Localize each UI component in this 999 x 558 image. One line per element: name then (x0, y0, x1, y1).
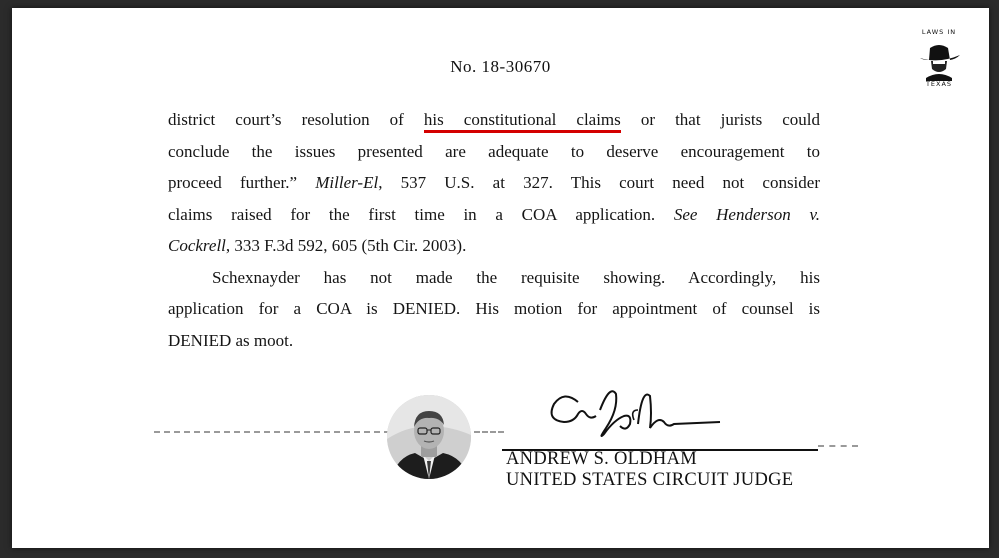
body-line: Schexnayder has not made the requisite showing. Accordingly, his (212, 267, 820, 287)
body-line: application for a COA is DENIED. His motion for appointment of counsel is (168, 299, 820, 318)
text-run: district court’s resolution of (168, 110, 424, 129)
body-line (168, 167, 820, 199)
scan-artifact (818, 445, 858, 447)
text-run: claims raised for the first time in a COA application. (168, 204, 674, 224)
body-line: DENIED as moot. (168, 330, 294, 350)
case-citation: Cockrell (168, 236, 226, 255)
logo-bottom-text: TEXAS (925, 80, 953, 88)
handwritten-signature (534, 380, 734, 444)
text-run: proceed further.” (168, 173, 316, 192)
logo-top-text: LAWS IN (921, 28, 957, 36)
judge-portrait (387, 395, 471, 479)
scan-artifact (474, 431, 504, 433)
text-run: , 537 U.S. at 327. This court need not consider (378, 173, 820, 192)
highlighted-phrase: his constitutional claims (424, 110, 621, 133)
judge-title: UNITED STATES CIRCUIT JUDGE (506, 470, 794, 490)
text-run: or that jurists could (620, 110, 821, 129)
text-run: , 333 F.3d 592, 605 (5th Cir. 2003). (225, 236, 467, 255)
document-page (12, 8, 989, 548)
body-line (168, 104, 820, 136)
portrait-image (387, 395, 471, 479)
body-line: conclude the issues presented are adequate to deserve encouragement to (168, 141, 820, 161)
case-citation: See Henderson v. (673, 204, 820, 224)
body-line (168, 230, 820, 262)
case-citation: Miller-El (315, 173, 379, 192)
case-number: No. 18-30670 (450, 57, 551, 76)
document-body (168, 104, 820, 356)
body-line (168, 199, 820, 231)
judge-name: ANDREW S. OLDHAM (506, 449, 698, 469)
scan-artifact (154, 431, 390, 433)
